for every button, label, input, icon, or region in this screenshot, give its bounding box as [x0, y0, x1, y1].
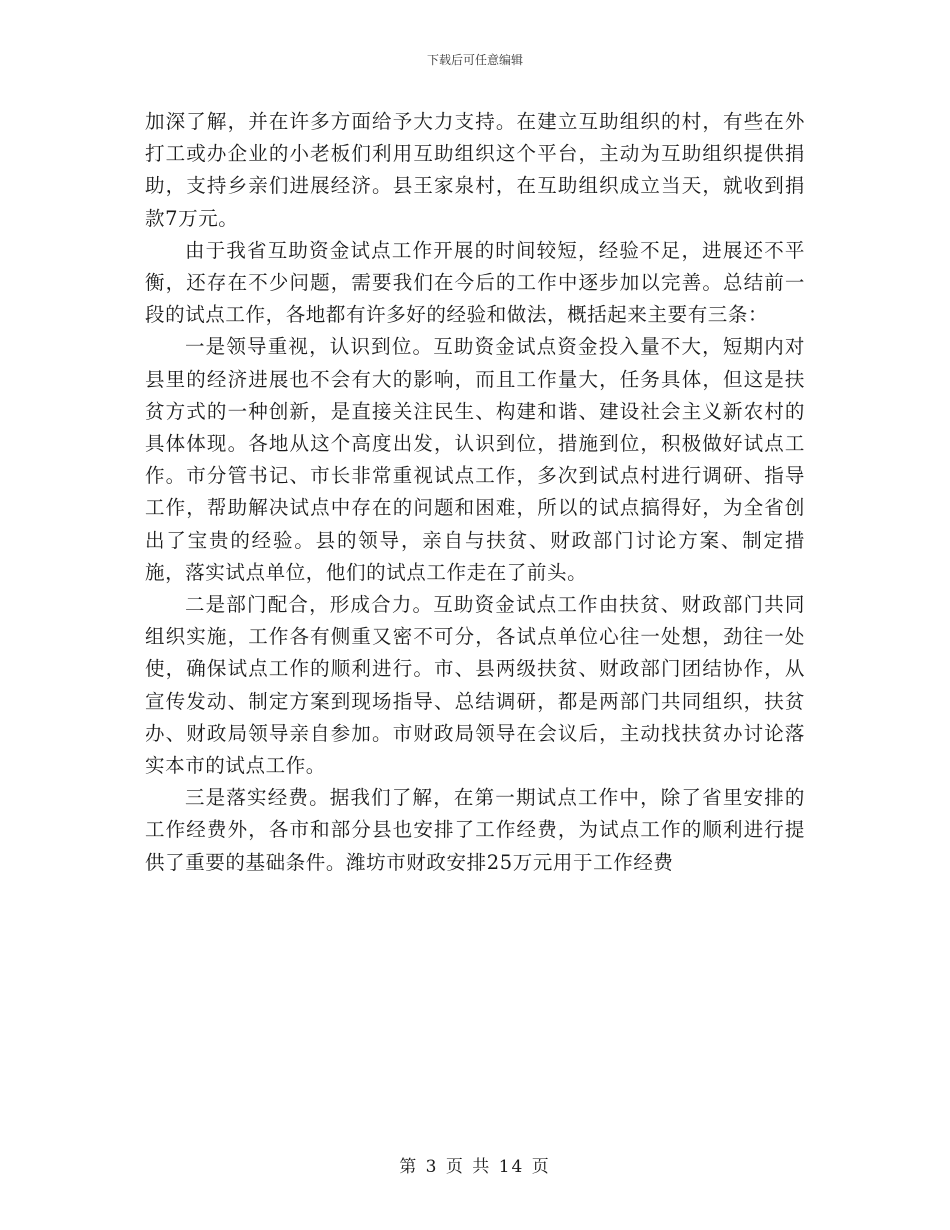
page-number-footer: 第 3 页 共 14 页 [399, 1157, 551, 1177]
page-header: 下载后可任意编辑 [426, 53, 523, 67]
paragraph-continuation: 加深了解，并在许多方面给予大力支持。在建立互助组织的村，有些在外打工或办企业的小老板们利用互助组织这个平台，主动为互助组织提供捐助，支持乡亲们进展经济。县王家泉村，在互助组织成立当天，就收到捐款7万元。 [145, 110, 805, 230]
paragraph-point-three: 三是落实经费。据我们了解，在第一期试点工作中，除了省里安排的工作经费外，各市和部分县也安排了工作经费，为试点工作的顺利进行提供了重要的基础条件。潍坊市财政安排25万元用于工作经费 [145, 786, 805, 874]
paragraph-point-two: 二是部门配合，形成合力。互助资金试点工作由扶贫、财政部门共同组织实施，工作各有侧重又密不可分，各试点单位心往一处想，劲往一处使，确保试点工作的顺利进行。市、县两级扶贫、财政部门团结协作，从宣传发动、制定方案到现场指导、总结调研，都是两部门共同组织，扶贫办、财政局领导亲自参加。市财政局领导在会议后，主动找扶贫办讨论落实本市的试点工作。 [145, 593, 805, 778]
document-body [145, 106, 805, 879]
paragraph-summary: 由于我省互助资金试点工作开展的时间较短，经验不足，进展还不平衡，还存在不少问题，需要我们在今后的工作中逐步加以完善。总结前一段的试点工作，各地都有许多好的经验和做法，概括起来主要有三条： [145, 238, 805, 327]
paragraph-point-one: 一是领导重视，认识到位。互助资金试点资金投入量不大，短期内对县里的经济进展也不会有大的影响，而且工作量大，任务具体，但这是扶贫方式的一种创新，是直接关注民生、构建和谐、建设社会主义新农村的具体体现。各地从这个高度出发，认识到位，措施到位，积极做好试点工作。市分管书记、市长非常重视试点工作，多次到试点村进行调研、指导工作，帮助解决试点中存在的问题和困难，所以的试点搞得好，为全省创出了宝贵的经验。县的领导，亲自与扶贫、财政部门讨论方案、制定措施，落实试点单位，他们的试点工作走在了前头。 [145, 335, 805, 584]
